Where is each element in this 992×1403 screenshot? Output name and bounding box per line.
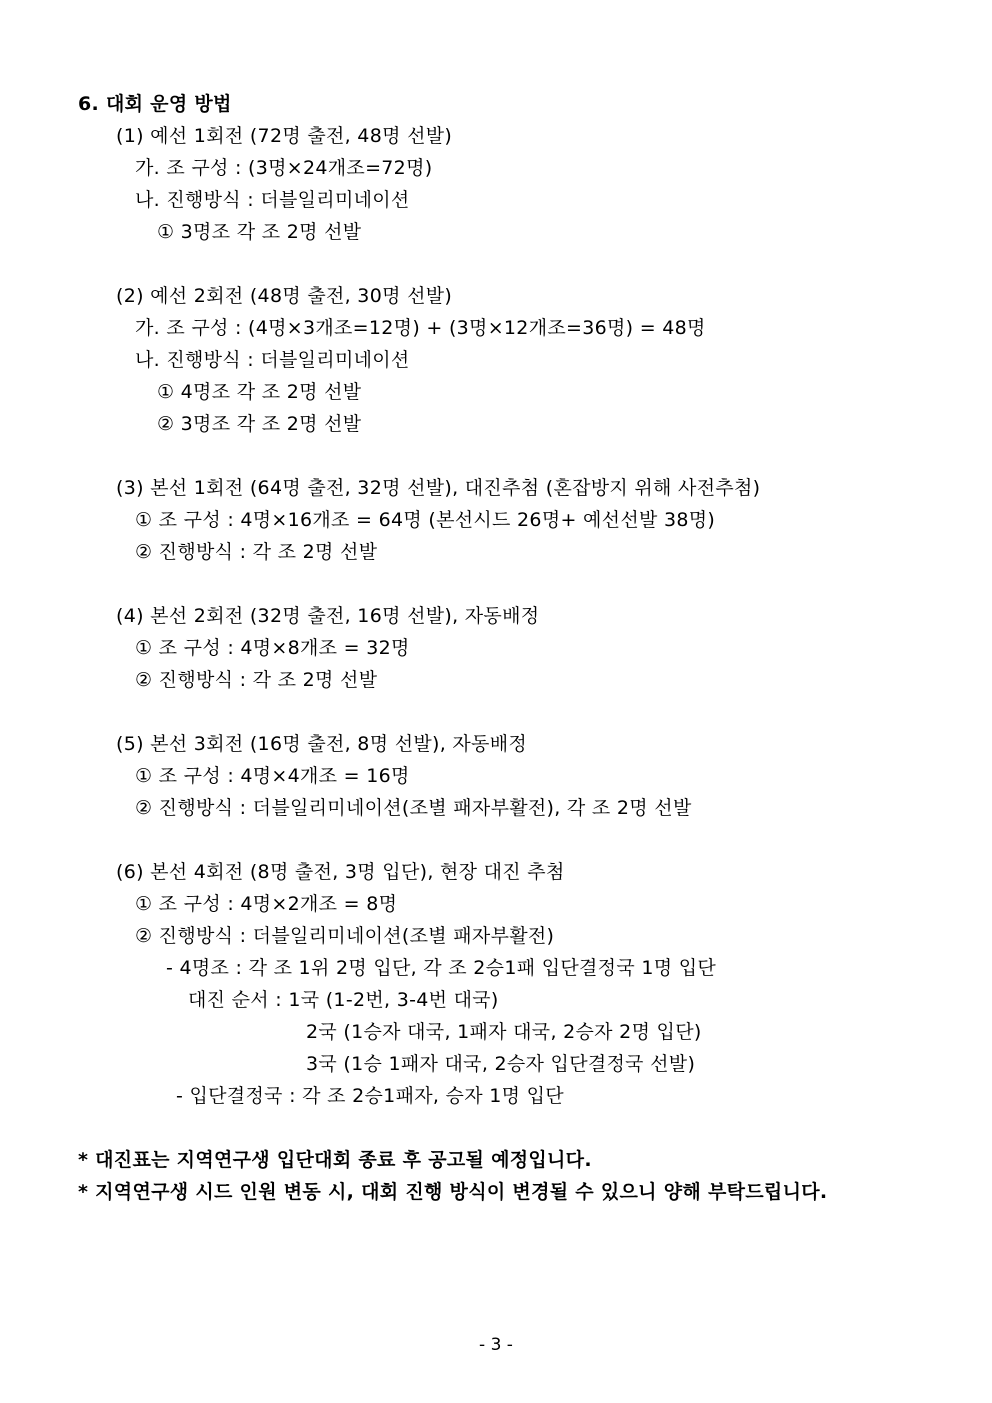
section-title: (4) 본선 2회전 (32명 출전, 16명 선발), 자동배정 xyxy=(116,605,540,627)
section-line: ② 진행방식 : 각 조 2명 선발 xyxy=(135,541,378,563)
section-line: ① 조 구성 : 4명×4개조 = 16명 xyxy=(135,765,410,787)
detail-line: 대진 순서 : 1국 (1-2번, 3-4번 대국) xyxy=(188,989,499,1011)
section-line: ② 진행방식 : 더블일리미네이션(조별 패자부활전) xyxy=(135,925,555,947)
page-number: - 3 - xyxy=(479,1335,513,1355)
detail-line: 2국 (1승자 대국, 1패자 대국, 2승자 2명 입단) xyxy=(306,1021,702,1043)
section-title: (5) 본선 3회전 (16명 출전, 8명 선발), 자동배정 xyxy=(116,733,528,755)
note: * 대진표는 지역연구생 입단대회 종료 후 공고될 예정입니다. xyxy=(78,1149,592,1171)
detail-line: 3국 (1승 1패자 대국, 2승자 입단결정국 선발) xyxy=(306,1053,696,1075)
section-title: (3) 본선 1회전 (64명 출전, 32명 선발), 대진추첨 (혼잡방지 위해 사전추첨) xyxy=(116,477,761,499)
section-line: 나. 진행방식 : 더블일리미네이션 xyxy=(135,349,410,371)
section-line: ① 조 구성 : 4명×16개조 = 64명 (본선시드 26명+ 예선선발 38명) xyxy=(135,509,716,531)
section-title: (6) 본선 4회전 (8명 출전, 3명 입단), 현장 대진 추첨 xyxy=(116,861,565,883)
section-title: (1) 예선 1회전 (72명 출전, 48명 선발) xyxy=(116,125,453,147)
section-line: ① 3명조 각 조 2명 선발 xyxy=(157,221,362,243)
section-line: 나. 진행방식 : 더블일리미네이션 xyxy=(135,189,410,211)
section-line: 가. 조 구성 : (3명×24개조=72명) xyxy=(135,157,433,179)
section-line: ① 4명조 각 조 2명 선발 xyxy=(157,381,362,403)
section-heading: 6. 대회 운영 방법 xyxy=(78,93,232,115)
detail-line: - 4명조 : 각 조 1위 2명 입단, 각 조 2승1패 입단결정국 1명 입단 xyxy=(166,957,717,979)
section-title: (2) 예선 2회전 (48명 출전, 30명 선발) xyxy=(116,285,453,307)
detail-line: - 입단결정국 : 각 조 2승1패자, 승자 1명 입단 xyxy=(176,1085,564,1107)
section-line: ② 3명조 각 조 2명 선발 xyxy=(157,413,362,435)
section-line: ① 조 구성 : 4명×8개조 = 32명 xyxy=(135,637,410,659)
note: * 지역연구생 시드 인원 변동 시, 대회 진행 방식이 변경될 수 있으니 양해 부탁드립니다. xyxy=(78,1181,828,1203)
section-line: 가. 조 구성 : (4명×3개조=12명) + (3명×12개조=36명) = 48명 xyxy=(135,317,706,339)
section-line: ② 진행방식 : 각 조 2명 선발 xyxy=(135,669,378,691)
section-line: ② 진행방식 : 더블일리미네이션(조별 패자부활전), 각 조 2명 선발 xyxy=(135,797,692,819)
section-line: ① 조 구성 : 4명×2개조 = 8명 xyxy=(135,893,398,915)
